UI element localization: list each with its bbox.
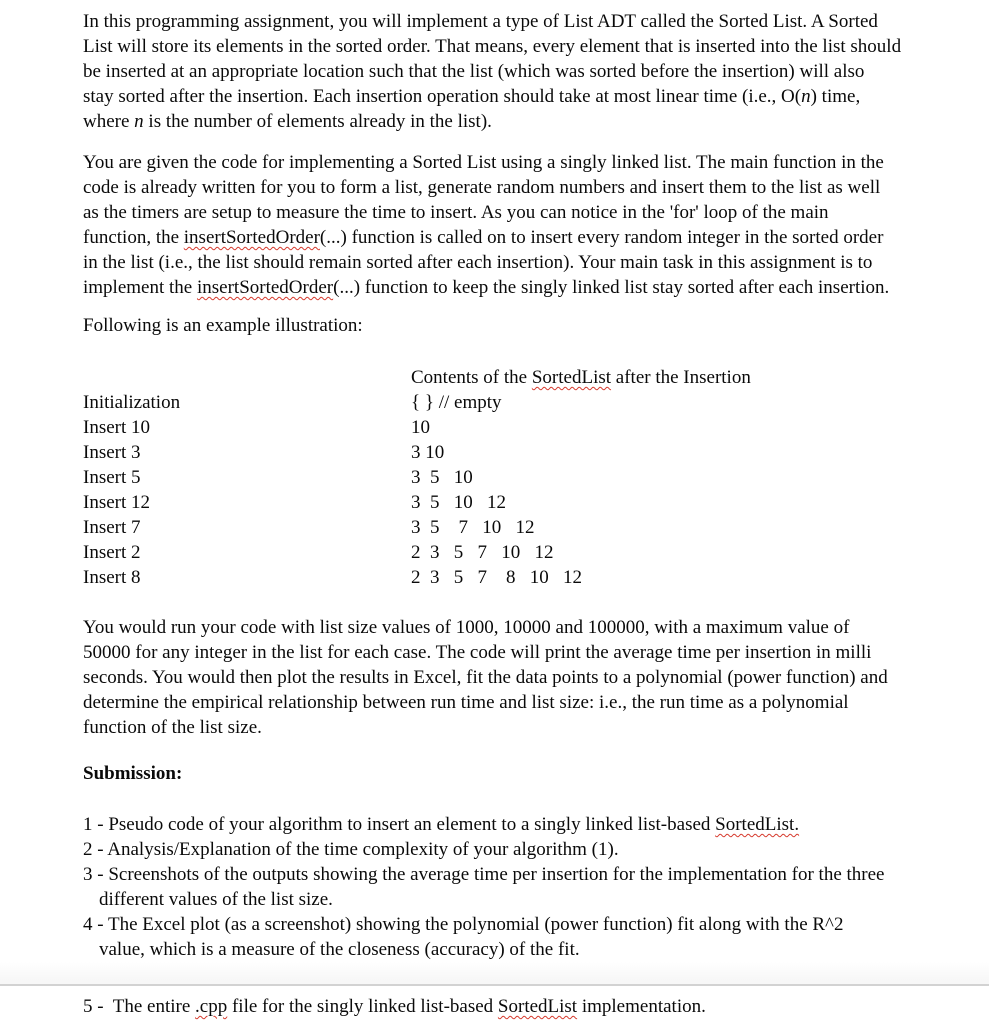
text-line [83,200,989,225]
misspelled-word: SortedList [531,367,612,388]
submission-heading: Submission: [83,763,183,784]
list-contents: 3 10 [411,442,445,463]
text-segment: n [801,86,811,107]
list-contents: 3 5 7 10 12 [411,517,535,538]
submission-item [83,862,989,912]
text-line [83,887,989,912]
table-header-row [83,365,989,390]
text-line [83,615,989,640]
text-line [83,150,989,175]
text-segment: seconds. You would then plot the results in Excel, fit the data points to a polynomial (power function) and [83,667,888,688]
text-line [83,250,989,275]
text-line [83,34,989,59]
list-contents: 2 3 5 7 8 10 12 [411,567,582,588]
intro-paragraph [83,9,989,134]
run-paragraph [83,615,989,740]
insert-operation: Insert 10 [83,417,151,438]
text-segment: 50000 for any integer in the list for each case. The code will print the average time per insertion in milli [83,642,872,663]
text-segment: 4 - The Excel plot (as a screenshot) showing the polynomial (power function) fit along with the R^2 [83,914,844,935]
table-row [83,415,989,440]
text-segment: ) time, [810,86,861,107]
text-segment: implementation. [577,996,706,1017]
text-line [83,862,989,887]
list-contents: 10 [411,417,430,438]
text-segment: implement the [83,277,197,298]
insert-operation: Insert 7 [83,517,141,538]
misspelled-word: insertSortedOrder [183,227,320,248]
table-rows [83,390,989,590]
table-row [83,565,989,590]
text-line [83,837,989,862]
submission-item [83,912,989,962]
text-line [83,84,989,109]
given-code-paragraph [83,150,989,300]
text-segment: is the number of elements already in the list). [143,111,492,132]
text-line [83,994,989,1019]
text-segment: 2 - Analysis/Explanation of the time complexity of your algorithm (1). [83,839,619,860]
text-line [83,937,989,962]
text-segment: In this programming assignment, you will implement a type of List ADT called the Sorted List. A Sorted [83,11,878,32]
text-segment: file for the singly linked list-based [227,996,498,1017]
submission-item-5 [83,994,989,1019]
page-divider [0,962,989,986]
example-table [83,365,989,590]
text-segment: List will store its elements in the sorted order. That means, every element that is inserted into the list should [83,36,902,57]
insert-operation: Insert 5 [83,467,141,488]
insert-operation: Initialization [83,392,181,413]
text-segment: n [134,111,144,132]
table-row [83,440,989,465]
misspelled-word: insertSortedOrder [196,277,334,298]
table-row [83,465,989,490]
misspelled-word: .cpp [195,996,228,1017]
text-segment: different values of the list size. [99,889,333,910]
list-contents: { } // empty [411,392,502,413]
table-header-label [411,367,751,388]
text-segment: 3 - Screenshots of the outputs showing the average time per insertion for the implementation for the three [83,864,885,885]
table-row [83,515,989,540]
text-segment: in the list (i.e., the list should remain sorted after each insertion). Your main task in this assignment is to [83,252,873,273]
insert-operation: Insert 8 [83,567,141,588]
text-line [83,812,989,837]
text-segment: Contents of the [411,367,532,388]
text-segment: be inserted at an appropriate location such that the list (which was sorted before the insertion) will also [83,61,865,82]
table-row [83,540,989,565]
text-line [83,109,989,134]
text-line [83,9,989,34]
text-line [83,715,989,740]
text-line [83,640,989,665]
table-row [83,490,989,515]
text-line [83,665,989,690]
text-line [83,225,989,250]
text-segment: code is already written for you to form a list, generate random numbers and insert them to the list as well [83,177,881,198]
submission-list [83,812,989,962]
list-contents: 2 3 5 7 10 12 [411,542,554,563]
text-segment: after the Insertion [611,367,751,388]
text-segment: function, the [83,227,184,248]
text-segment: You would run your code with list size values of 1000, 10000 and 100000, with a maximum value of [83,617,850,638]
text-segment: value, which is a measure of the closeness (accuracy) of the fit. [99,939,580,960]
text-line [83,275,989,300]
table-row [83,390,989,415]
misspelled-word: SortedList. [715,814,800,835]
text-segment: stay sorted after the insertion. Each insertion operation should take at most linear time (i.e., O( [83,86,802,107]
text-segment: 1 - Pseudo code of your algorithm to insert an element to a singly linked list-based [83,814,716,835]
submission-item [83,812,989,837]
list-contents: 3 5 10 12 [411,492,506,513]
text-segment: 5 - The entire [83,996,196,1017]
text-segment: (...) function is called on to insert every random integer in the sorted order [319,227,884,248]
text-segment: function of the list size. [83,717,262,738]
misspelled-word: SortedList [497,996,578,1017]
insert-operation: Insert 3 [83,442,141,463]
text-line [83,59,989,84]
text-segment: where [83,111,135,132]
text-segment: as the timers are setup to measure the time to insert. As you can notice in the 'for' loop of the main [83,202,829,223]
text-line [83,175,989,200]
submission-item [83,837,989,862]
text-segment: (...) function to keep the singly linked list stay sorted after each insertion. [333,277,890,298]
example-intro-line: Following is an example illustration: [83,315,363,336]
text-line [83,912,989,937]
text-segment: You are given the code for implementing a Sorted List using a singly linked list. The main function in the [83,152,884,173]
text-line [83,690,989,715]
list-contents: 3 5 10 [411,467,473,488]
text-segment: determine the empirical relationship between run time and list size: i.e., the run time as a polynomial [83,692,849,713]
insert-operation: Insert 12 [83,492,151,513]
insert-operation: Insert 2 [83,542,141,563]
